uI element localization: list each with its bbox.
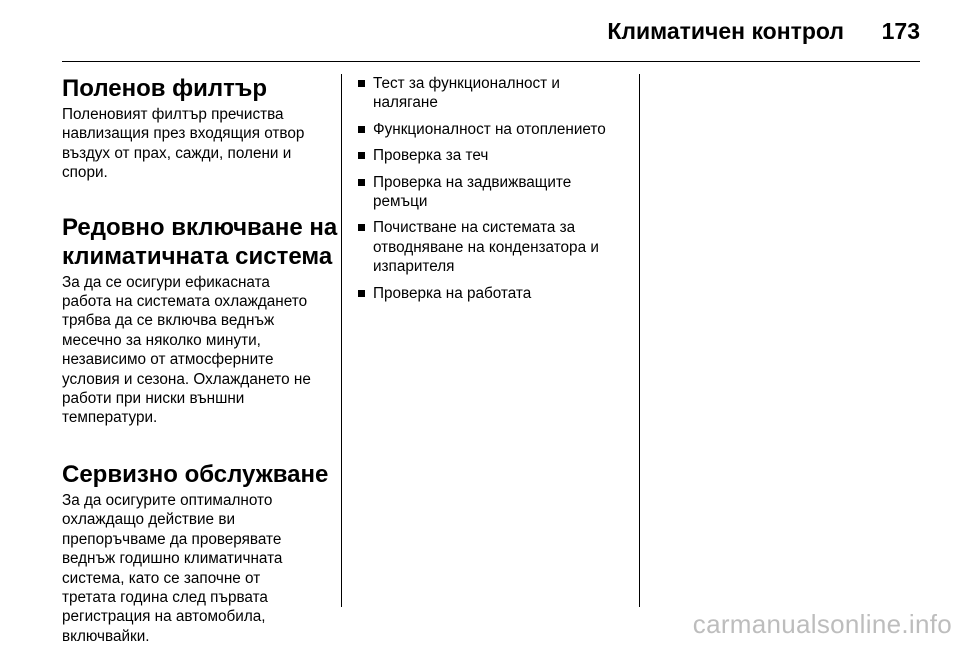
item-line: изпарителя	[373, 258, 455, 276]
section-service	[62, 460, 334, 646]
service-checklist	[357, 74, 629, 303]
header-title: Климатичен контрол	[607, 18, 844, 44]
square-bullet-icon	[358, 152, 365, 159]
column-left	[62, 74, 338, 646]
body-line: работа на системата охлаждането	[62, 293, 308, 311]
body-line: независимо от атмосферните	[62, 351, 274, 369]
section-heading	[62, 74, 334, 103]
body-line: работи при ниски външни	[62, 390, 245, 408]
section-body	[62, 491, 334, 646]
body-line: температури.	[62, 409, 158, 427]
item-line: Функционалност на отоплението	[373, 120, 606, 138]
item-line: отводняване на кондензатора и	[373, 238, 599, 256]
body-line: препоръчваме да проверявате	[62, 530, 282, 548]
page-number: 173	[881, 18, 920, 44]
heading-line: Поленов филтър	[62, 75, 268, 102]
section-heading	[62, 213, 338, 271]
square-bullet-icon	[358, 179, 365, 186]
body-line: За да се осигури ефикасната	[62, 273, 270, 291]
body-line: система, като се започне от	[62, 569, 261, 587]
section-body	[62, 105, 334, 183]
checklist-item	[357, 218, 629, 276]
item-line: Проверка за теч	[373, 147, 489, 165]
heading-line: климатичната система	[62, 242, 333, 270]
checklist-item	[357, 120, 629, 139]
square-bullet-icon	[358, 80, 365, 87]
body-line: охлаждащо действие ви	[62, 511, 235, 529]
column-divider	[639, 74, 640, 607]
body-line: включвайки.	[62, 627, 150, 645]
watermark: carmanualsonline.info	[692, 609, 952, 639]
checklist-item	[357, 74, 629, 113]
body-line: навлизащия през входящия отвор	[62, 125, 305, 143]
square-bullet-icon	[358, 290, 365, 297]
body-line: веднъж годишно климатичната	[62, 550, 283, 568]
body-line: въздух от прах, сажди, полени и	[62, 144, 292, 162]
header-rule	[62, 61, 920, 62]
body-line: трябва да се включва веднъж	[62, 312, 275, 330]
section-body	[62, 273, 334, 428]
body-line: третата година след първата	[62, 588, 268, 606]
body-line: условия и сезона. Охлаждането не	[62, 370, 311, 388]
item-line: Тест за функционалност и	[373, 75, 560, 92]
square-bullet-icon	[358, 126, 365, 133]
body-line: месечно за няколко минути,	[62, 331, 261, 349]
body-line: регистрация на автомобила,	[62, 608, 266, 626]
square-bullet-icon	[358, 224, 365, 231]
section-heading	[62, 460, 334, 489]
item-line: Проверка на задвижващите	[373, 173, 572, 191]
column-middle	[357, 74, 629, 310]
checklist-item	[357, 146, 629, 165]
section-regular-operation	[62, 213, 338, 428]
item-line: налягане	[373, 94, 438, 112]
body-line: За да осигурите оптималното	[62, 491, 273, 509]
checklist-item	[357, 284, 629, 303]
heading-line: Сервизно обслужване	[62, 460, 329, 488]
section-pollen-filter	[62, 74, 334, 183]
item-line: Почистване на системата за	[373, 219, 576, 237]
body-line: Поленовият филтър пречиства	[62, 106, 284, 123]
item-line: Проверка на работата	[373, 284, 532, 302]
item-line: ремъци	[373, 193, 428, 211]
heading-line: Редовно включване на	[62, 213, 338, 241]
checklist-item	[357, 173, 629, 212]
column-divider	[341, 74, 342, 607]
page-header	[62, 18, 920, 52]
body-line: спори.	[62, 164, 108, 182]
